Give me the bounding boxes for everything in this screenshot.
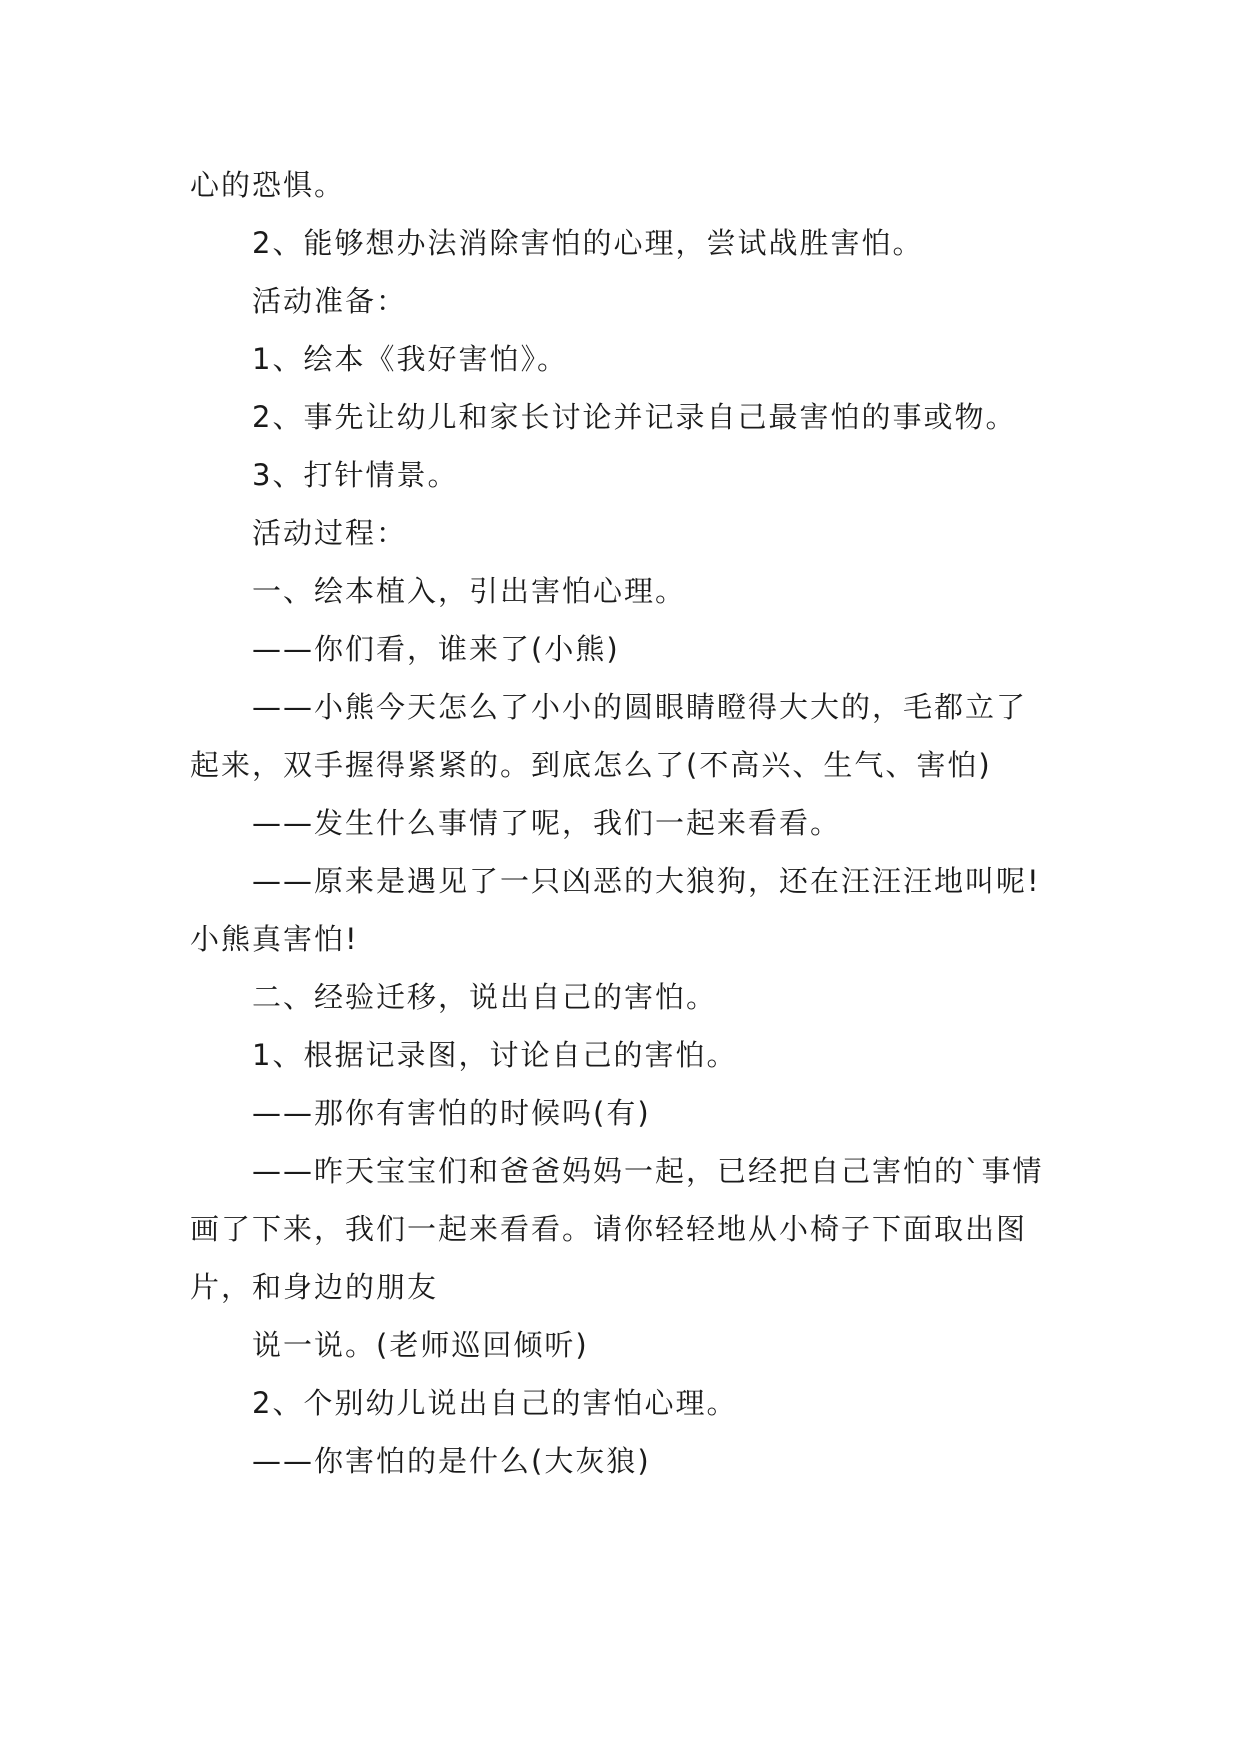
paragraph: ——原来是遇见了一只凶恶的大狼狗，还在汪汪汪地叫呢!小熊真害怕! [190, 864, 1041, 956]
paragraph: 2、个别幼儿说出自己的害怕心理。 [252, 1386, 738, 1420]
section-heading: 活动过程： [252, 516, 408, 550]
paragraph: ——你害怕的是什么(大灰狼) [252, 1444, 651, 1478]
paragraph: ——你们看，谁来了(小熊) [252, 632, 620, 666]
paragraph: 1、绘本《我好害怕》。 [252, 342, 568, 376]
paragraph: 一、绘本植入，引出害怕心理。 [252, 574, 687, 608]
paragraph: ——小熊今天怎么了小小的圆眼睛瞪得大大的，毛都立了起来，双手握得紧紧的。到底怎么了(不高兴、生气、害怕) [190, 690, 1028, 782]
paragraph: ——那你有害怕的时候吗(有) [252, 1096, 651, 1130]
paragraph: 心的恐惧。 [190, 168, 346, 202]
paragraph: ——昨天宝宝们和爸爸妈妈一起，已经把自己害怕的`事情画了下来，我们一起来看看。请你轻轻地从小椅子下面取出图片，和身边的朋友 [190, 1154, 1044, 1304]
paragraph: ——发生什么事情了呢，我们一起来看看。 [252, 806, 842, 840]
document-body [190, 156, 1052, 1490]
paragraph: 二、经验迁移，说出自己的害怕。 [252, 980, 718, 1014]
paragraph: 2、事先让幼儿和家长讨论并记录自己最害怕的事或物。 [252, 400, 1017, 434]
paragraph: 说一说。(老师巡回倾听) [252, 1328, 589, 1362]
section-heading: 活动准备： [252, 284, 408, 318]
paragraph: 3、打针情景。 [252, 458, 459, 492]
paragraph: 2、能够想办法消除害怕的心理，尝试战胜害怕。 [252, 226, 924, 260]
paragraph: 1、根据记录图，讨论自己的害怕。 [252, 1038, 738, 1072]
